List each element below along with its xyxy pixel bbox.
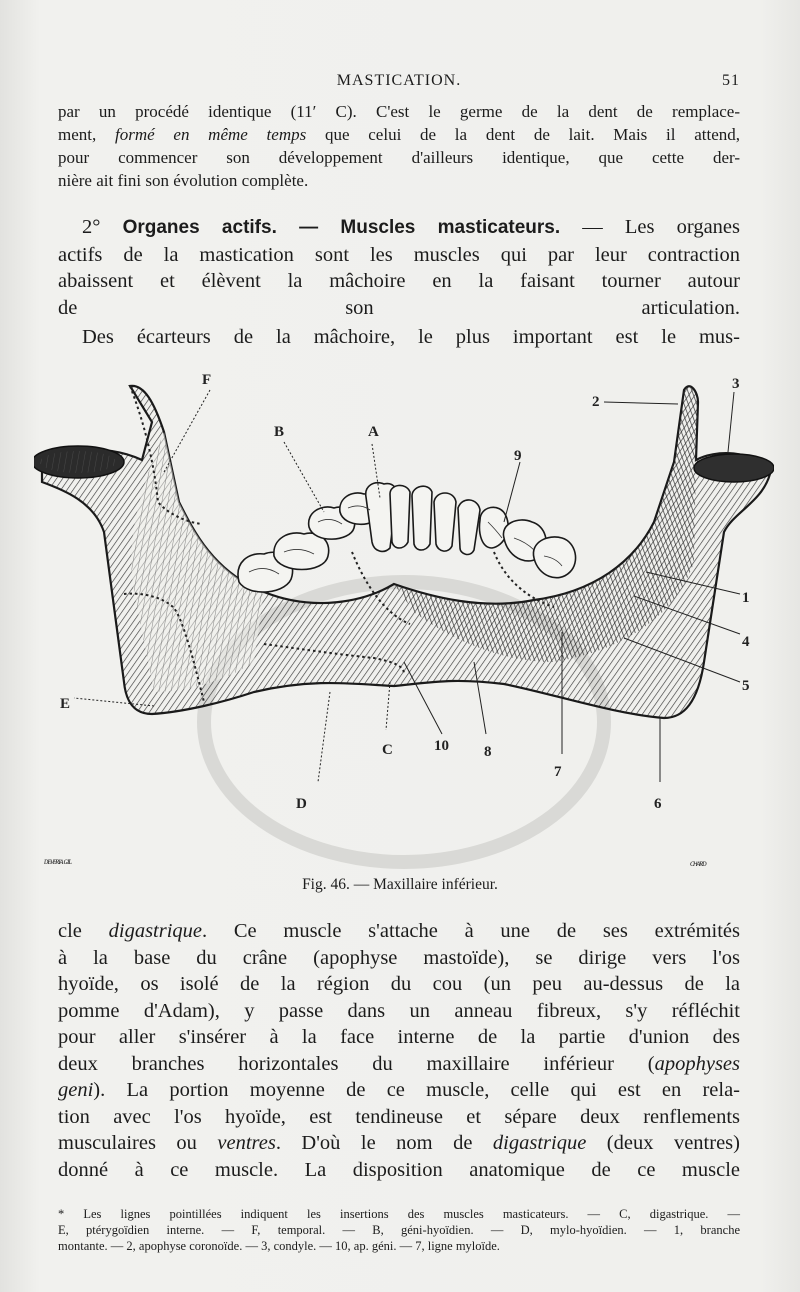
text-line: à la base du crâne (apophyse mastoïde), se dirige vers l'os: [58, 946, 740, 969]
text-run: . Ce muscle s'attache à une de ses extrémités: [202, 920, 740, 942]
text-line: par un procédé identique (11′ C). C'est le germe de la dent de remplace-: [58, 102, 740, 121]
engraver-signature: ᴅᴇᴠᴇʀɪᴀ ɢɪʟ: [44, 856, 72, 866]
text-run: ). La portion moyenne de ce muscle, celle qui est en rela-: [93, 1079, 740, 1101]
text-run: que celui de la dent de lait. Mais il attend,: [306, 125, 741, 144]
figure-label: 4: [742, 634, 750, 650]
figure-label: 7: [554, 764, 562, 780]
figure-label: 10: [434, 738, 449, 754]
text-line: tion avec l'os hyoïde, est tendineuse et sépare deux renflements: [58, 1105, 740, 1128]
engraver-signature: ᴄʜᴀʀᴅ: [690, 858, 706, 868]
figure-footnote: [58, 1206, 740, 1254]
figure-label: 6: [654, 796, 662, 812]
italic-text: ventres: [217, 1132, 276, 1154]
figure-label: 9: [514, 448, 522, 464]
text-line: hyoïde, os isolé de la région du cou (un peu au-dessus de la: [58, 973, 740, 995]
running-title: MASTICATION.: [336, 72, 462, 89]
text-run: cle: [58, 920, 109, 942]
text-line: [58, 918, 740, 945]
footnote-line: * Les lignes pointillées indiquent les insertions des muscles masticateurs. — C, digastrique. —: [58, 1207, 740, 1221]
italic-text: digastrique: [108, 920, 203, 942]
section-active-organs: [58, 214, 740, 321]
text-line: Des écarteurs de la mâchoire, le plus important est le mus-: [82, 326, 740, 348]
italic-text: formé en même temps: [115, 125, 307, 144]
text-run: — Les organes: [560, 216, 740, 238]
figure-label: 3: [732, 376, 740, 392]
text-run: . D'où le nom de: [275, 1132, 493, 1154]
text-run: ment: [58, 125, 92, 144]
figure-label: 5: [742, 678, 750, 694]
section-heading: Organes actifs. — Muscles masticateurs.: [122, 217, 561, 238]
paragraph-germ: [58, 100, 740, 192]
figure-label: 8: [484, 744, 492, 760]
figure-label: E: [60, 696, 71, 712]
section-number: 2°: [82, 216, 101, 238]
text-line: nière ait fini son évolution complète.: [58, 171, 309, 190]
text-line: ment, formé en même temps que celui de la dent de lait. Mais il attend,: [58, 125, 741, 144]
paragraph-digastric: [58, 918, 740, 1183]
paragraph-openers: [58, 324, 740, 351]
text-line: [58, 1051, 740, 1078]
page-number: 51: [722, 72, 740, 89]
footnote-line: E, ptérygoïdien interne. — F, temporal. — B, géni-hyoïdien. — D, mylo-hyoïdien. — 1, branche: [58, 1223, 740, 1237]
footnote-line: montante. — 2, apophyse coronoïde. — 3, condyle. — 10, ap. géni. — 7, ligne myloïde.: [58, 1239, 500, 1253]
italic-text: digastrique: [492, 1132, 587, 1154]
text-line: de son articulation.: [58, 296, 740, 319]
text-line: donné à ce muscle. La disposition anatomique de ce muscle: [58, 1158, 740, 1181]
figure-label: 1: [742, 590, 750, 606]
text-line: pour commencer son développement d'ailleurs identique, que cette der-: [58, 148, 740, 167]
figure-label: D: [296, 796, 307, 812]
mandible-illustration: [34, 362, 774, 872]
figure-label: B: [274, 424, 285, 440]
text-line: abaissent et élèvent la mâchoire en la faisant tourner autour: [58, 270, 740, 292]
figure-label: F: [202, 372, 212, 388]
figure-label: A: [368, 424, 379, 440]
text-run: musculaires ou: [58, 1132, 218, 1154]
running-header: [58, 72, 740, 96]
text-run: (deux ventres): [586, 1132, 740, 1154]
italic-text: geni: [58, 1079, 94, 1101]
italic-text: apophyses: [654, 1052, 740, 1075]
text-line: [58, 214, 740, 242]
text-line: [58, 1077, 740, 1104]
figure-label: 2: [592, 394, 600, 410]
text-line: actifs de la mastication sont les muscles qui par leur contraction: [58, 243, 740, 266]
text-line: [58, 1130, 740, 1157]
figure-label: C: [382, 742, 393, 758]
text-run: deux branches horizontales du maxillaire inférieur (: [58, 1052, 655, 1075]
figure-caption: Fig. 46. — Maxillaire inférieur.: [302, 876, 498, 893]
text-line: pour aller s'insérer à la face interne de la partie d'union des: [58, 1026, 740, 1048]
text-line: pomme d'Adam), y passe dans un anneau fibreux, s'y réfléchit: [58, 999, 740, 1022]
